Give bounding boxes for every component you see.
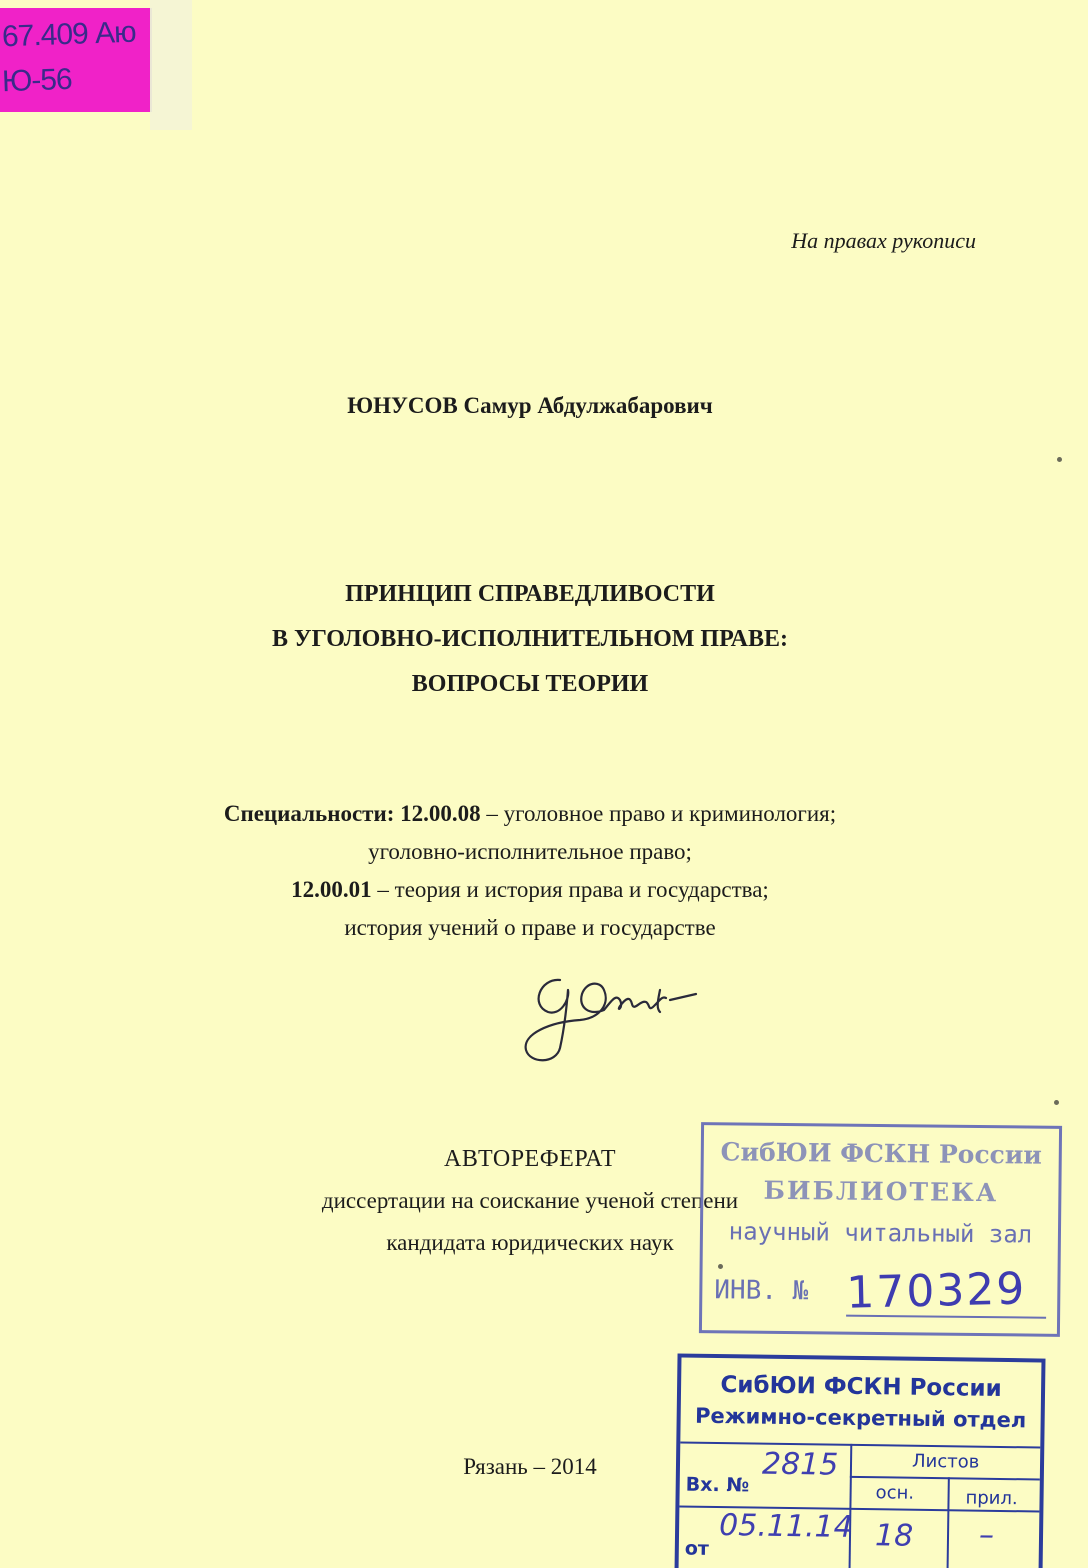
specialties-label: Специальности: [223,801,395,826]
stamp-divider-columns [947,1477,950,1568]
registration-stamp-line-1: СибЮИ ФСКН России [720,1372,1002,1402]
library-stamp-line-1: СибЮИ ФСКН России [720,1137,1043,1170]
library-sticker [0,8,152,112]
stamp-divider-middle [849,1444,853,1568]
abstract-line-1: диссертации на соискание ученой степени [321,1188,739,1213]
sticker-code-line: 67.409 Аю [1,15,137,54]
main-sheets-label: осн. [875,1482,915,1504]
specialty-line-1 [0,795,1060,833]
manuscript-note: На правах рукописи [791,228,976,253]
title-line-3: ВОПРОСЫ ТЕОРИИ [411,671,649,697]
attach-sheets-label: прил. [965,1487,1018,1510]
specialty-text-1: – уголовное право и криминология; [486,801,837,826]
abstract-heading: АВТОРЕФЕРАТ [444,1146,616,1172]
specialties-block [0,795,1060,947]
stamp-divider-top [680,1441,1040,1448]
incoming-number: 2815 [761,1446,839,1483]
paper-speck [1054,1100,1059,1105]
paper-speck [718,1264,723,1269]
paper-speck [1057,457,1062,462]
abstract-line-2: кандидата юридических наук [386,1230,674,1255]
inv-underline [846,1315,1046,1319]
title-line-2: В УГОЛОВНО-ИСПОЛНИТЕЛЬНОМ ПРАВЕ: [271,626,789,652]
stamp-divider-sheets [850,1476,1040,1481]
specialty-text-2: – теория и история права и государства; [377,877,769,902]
specialty-line-3 [0,871,1060,909]
library-stamp-line-3: научный читальный зал [728,1217,1033,1249]
library-stamp-inv-label: ИНВ. № [714,1275,809,1307]
registration-stamp [674,1353,1045,1568]
author-signature [520,960,700,1070]
specialty-code-1: 12.00.08 [400,801,481,826]
specialty-line-4: история учений о праве и государстве [344,915,716,940]
date-label: от [684,1537,710,1560]
main-sheets-value: 18 [874,1518,914,1554]
specialty-code-2: 12.00.01 [291,877,372,902]
city-year: Рязань – 2014 [463,1454,597,1479]
sheets-label: Листов [911,1450,980,1473]
registration-stamp-line-2: Режимно-секретный отдел [694,1403,1027,1433]
library-stamp [699,1122,1062,1337]
library-stamp-line-2: БИБЛИОТЕКА [763,1175,999,1208]
library-stamp-inv-number: 170329 [845,1263,1027,1319]
attach-sheets-value: – [978,1517,995,1553]
dissertation-title [0,572,1060,707]
author-name: ЮНУСОВ Самур Абдулжабарович [347,393,713,418]
specialty-line-2: уголовно-исполнительное право; [368,839,692,864]
date-value: 05.11.14 [718,1508,853,1545]
sticker-author-mark: Ю-56 [1,62,73,99]
title-line-1: ПРИНЦИП СПРАВЕДЛИВОСТИ [345,581,715,607]
tape-strip [150,0,192,130]
incoming-label: Вх. № [685,1473,750,1497]
